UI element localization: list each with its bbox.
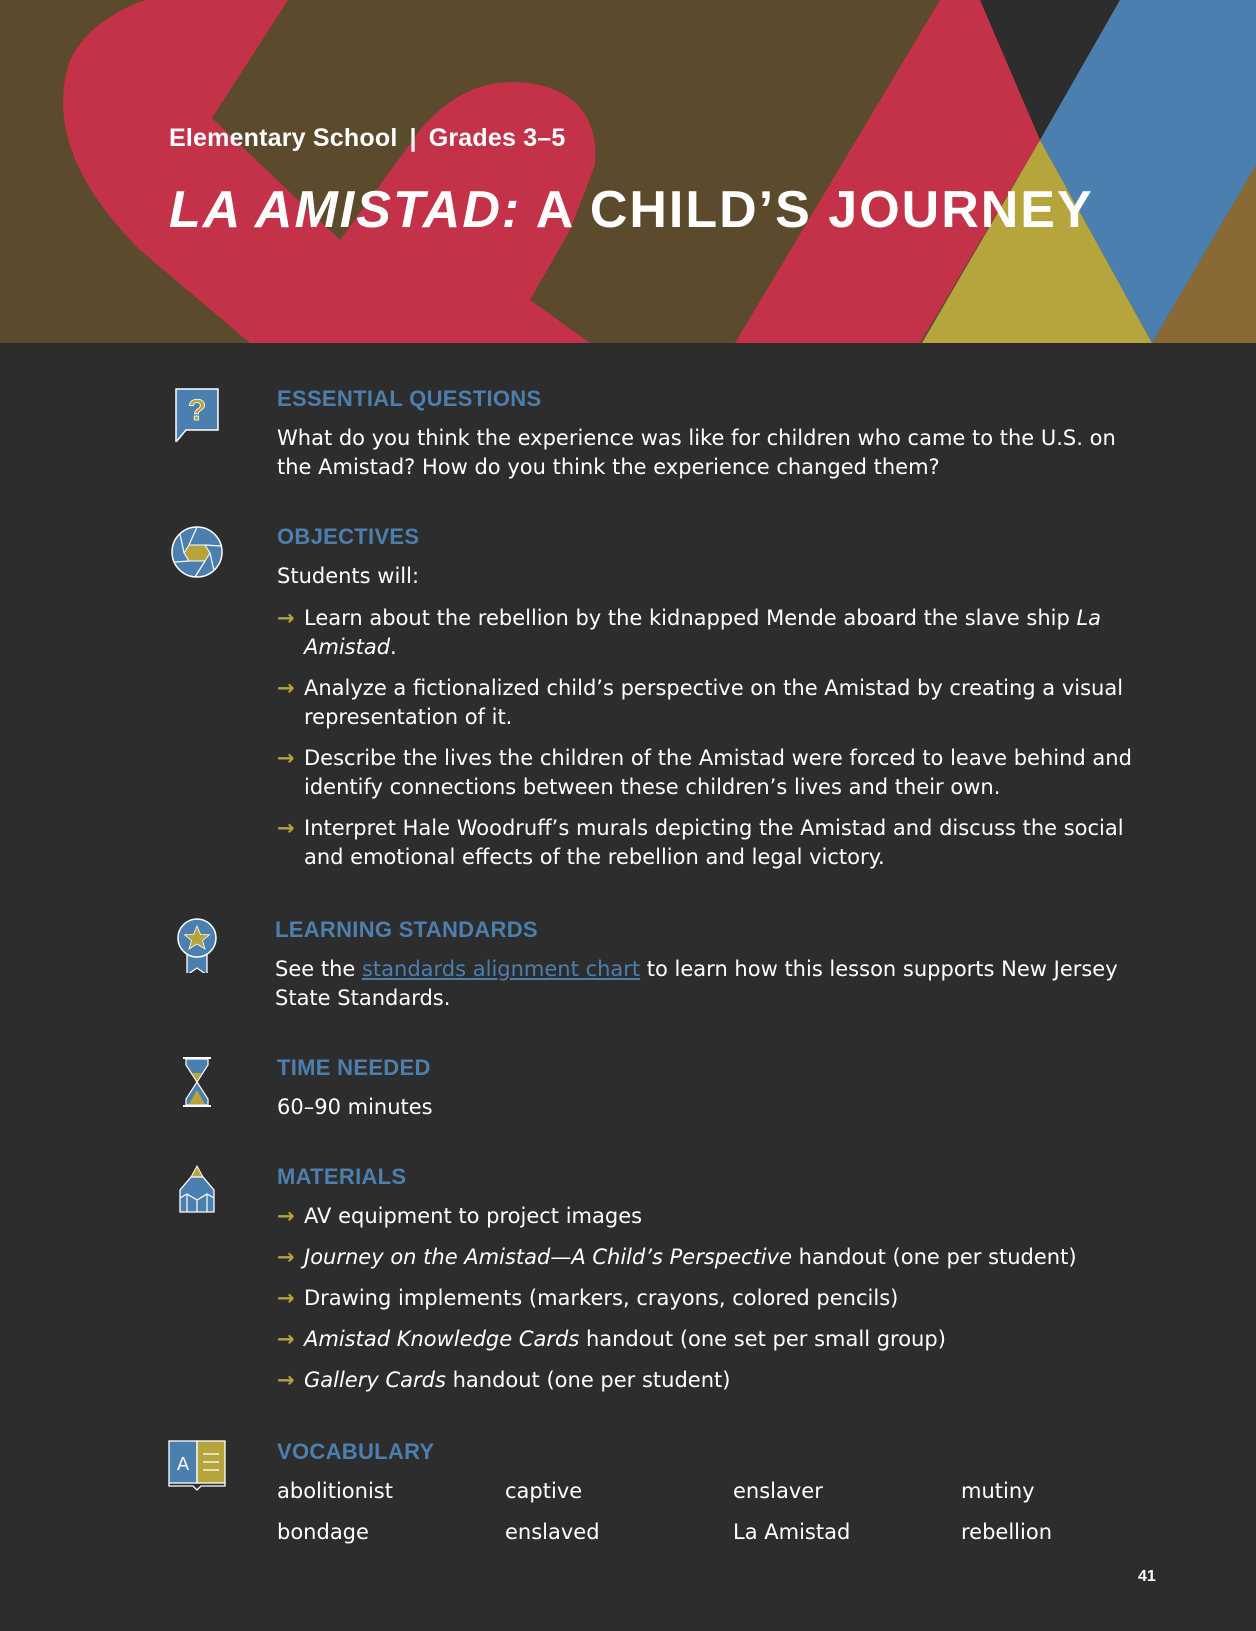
objectives-intro: Students will:: [277, 564, 420, 588]
page-title: [169, 180, 1094, 240]
material-text: AV equipment to project images: [304, 1204, 643, 1228]
kicker-separator: |: [409, 124, 417, 152]
material-italic: Journey on the Amistad—A Child’s Perspective: [304, 1245, 792, 1269]
material-text: handout (one set per small group): [579, 1327, 946, 1351]
arrow-icon: →: [277, 1204, 295, 1228]
list-item: [277, 604, 1147, 662]
arrow-icon: →: [277, 676, 295, 700]
material-text: handout (one per student): [792, 1245, 1077, 1269]
list-item: [277, 674, 1147, 732]
arrow-icon: →: [277, 816, 295, 840]
material-text: Drawing implements (markers, crayons, colored pencils): [304, 1286, 899, 1310]
learning-standards-text: [275, 955, 1145, 1013]
arrow-icon: →: [277, 746, 295, 770]
learning-standards-heading: LEARNING STANDARDS: [275, 917, 538, 942]
banner-geometric-art: [0, 0, 1256, 343]
standards-alignment-link[interactable]: standards alignment chart: [361, 957, 641, 981]
list-item: [277, 1243, 1147, 1272]
objectives-heading: OBJECTIVES: [277, 524, 420, 549]
arrow-icon: →: [277, 606, 295, 630]
vocabulary-heading: VOCABULARY: [277, 1439, 435, 1464]
vocab-word: enslaver: [733, 1479, 823, 1503]
vocab-word: rebellion: [961, 1520, 1053, 1544]
ribbon-medal-icon: [170, 917, 226, 973]
standards-text-before: See the: [275, 957, 362, 981]
arrow-icon: →: [277, 1245, 295, 1269]
vocab-word: La Amistad: [733, 1520, 851, 1544]
grade-level-kicker: [169, 124, 566, 153]
objective-tail: .: [390, 635, 397, 659]
svg-text:A: A: [176, 1454, 190, 1475]
book-icon: [167, 1439, 229, 1495]
vocab-word: enslaved: [505, 1520, 600, 1544]
list-item: [277, 1366, 1147, 1395]
arrow-icon: →: [277, 1327, 295, 1351]
materials-list: [277, 1202, 1147, 1395]
list-item: [277, 1325, 1147, 1354]
title-italic-part: LA AMISTAD:: [169, 181, 522, 239]
svg-text:?: ?: [187, 394, 207, 427]
material-italic: Amistad Knowledge Cards: [304, 1327, 580, 1351]
objective-italic: La Amistad: [304, 606, 1102, 659]
pencil-icon: [170, 1164, 226, 1220]
essential-questions-heading: ESSENTIAL QUESTIONS: [277, 386, 542, 411]
vocab-word: mutiny: [961, 1479, 1035, 1503]
time-needed-heading: TIME NEEDED: [277, 1055, 431, 1080]
list-item: [277, 744, 1147, 802]
standards-text-after: to learn how this lesson supports New Jersey State Standards.: [275, 957, 1118, 1010]
objective-text: Learn about the rebellion by the kidnapped Mende aboard the slave ship: [304, 606, 1077, 630]
aperture-icon: [170, 524, 226, 580]
grade-range: Grades 3–5: [428, 124, 566, 152]
title-rest: A CHILD’S JOURNEY: [521, 181, 1094, 239]
list-item: [277, 1202, 1147, 1231]
arrow-icon: →: [277, 1368, 295, 1392]
school-level: Elementary School: [169, 124, 398, 152]
objectives-list: [277, 604, 1147, 872]
list-item: [277, 814, 1147, 872]
material-italic: Gallery Cards: [304, 1368, 446, 1392]
header-banner: [0, 0, 1256, 343]
time-needed-text: 60–90 minutes: [277, 1095, 433, 1119]
arrow-icon: →: [277, 1286, 295, 1310]
material-text: handout (one per student): [445, 1368, 731, 1392]
essential-questions-text: What do you think the experience was like for children who came to the U.S. on the Amistad? How do you think the experience changed them?: [277, 426, 1116, 479]
question-bubble-icon: [170, 386, 226, 442]
vocab-word: bondage: [277, 1520, 369, 1544]
vocab-word: abolitionist: [277, 1479, 393, 1503]
page-number: 41: [1138, 1568, 1156, 1585]
hourglass-icon: [170, 1055, 226, 1111]
objective-text: Interpret Hale Woodruff’s murals depicting the Amistad and discuss the social and emotional effects of the rebellion and legal victory.: [304, 816, 1124, 869]
objective-text: Analyze a fictionalized child’s perspective on the Amistad by creating a visual representation of it.: [304, 676, 1124, 729]
vocabulary-grid: [277, 1477, 1147, 1547]
objective-text: Describe the lives the children of the Amistad were forced to leave behind and identify connections between these children’s lives and their own.: [304, 746, 1132, 799]
materials-heading: MATERIALS: [277, 1164, 407, 1189]
vocab-word: captive: [505, 1479, 583, 1503]
list-item: [277, 1284, 1147, 1313]
